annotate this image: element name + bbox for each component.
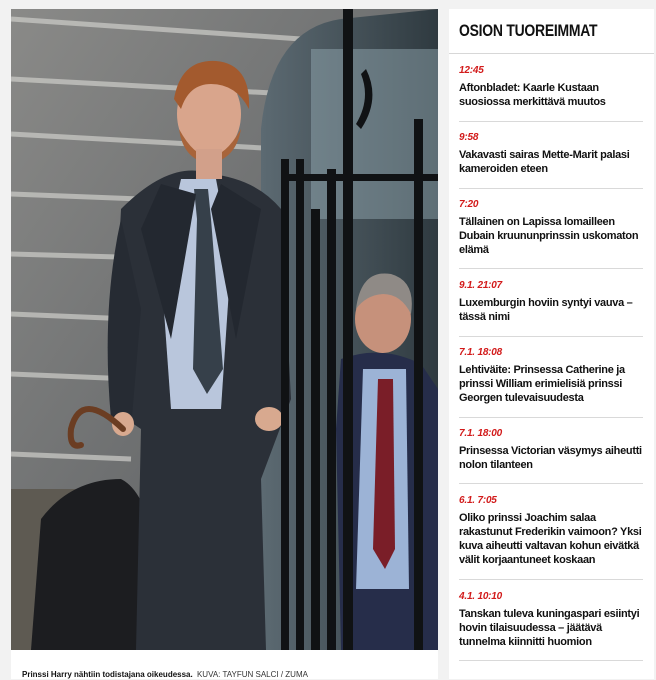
news-divider xyxy=(459,268,643,269)
news-timestamp: 12:45 xyxy=(459,65,484,76)
news-headline-link[interactable]: Lehtiväite: Prinsessa Catherine ja prinssi William erimielisiä prinssi Georgen tulevaisuudesta xyxy=(459,364,625,404)
news-item[interactable] xyxy=(459,495,643,567)
news-divider xyxy=(459,336,643,337)
article-photo-card xyxy=(11,9,438,679)
news-headline-link[interactable]: Tällainen on Lapissa lomailleen Dubain kruununprinssin uskomaton elämä xyxy=(459,216,639,256)
caption-credit: KUVA: TAYFUN SALCI / ZUMA xyxy=(196,670,308,679)
news-timestamp: 7.1. 18:08 xyxy=(459,347,503,358)
article-photo[interactable] xyxy=(11,9,438,650)
news-divider xyxy=(459,483,643,484)
news-timestamp: 7:20 xyxy=(459,199,479,210)
sidebar-title-divider xyxy=(449,53,654,54)
news-headline-link[interactable]: Vakavasti sairas Mette-Marit palasi kameroiden eteen xyxy=(459,149,630,175)
news-divider xyxy=(459,121,643,122)
news-item[interactable] xyxy=(459,132,643,176)
news-divider xyxy=(459,188,643,189)
news-item[interactable] xyxy=(459,428,643,472)
news-divider xyxy=(459,417,643,418)
news-item[interactable] xyxy=(459,347,643,405)
news-headline-link[interactable]: Prinsessa Victorian väsymys aiheutti nolon tilanteen xyxy=(459,445,642,471)
news-divider xyxy=(459,579,643,580)
news-headline-link[interactable]: Oliko prinssi Joachim salaa rakastunut Frederikin vaimoon? Yksi kuva aiheutti valtavan kohun eivätkä välit korjaantuneet koskaan xyxy=(459,512,642,566)
news-headline-link[interactable]: Aftonbladet: Kaarle Kustaan suosiossa merkittävä muutos xyxy=(459,82,606,108)
news-item[interactable] xyxy=(459,591,643,649)
news-headline-link[interactable]: Luxemburgin hoviin syntyi vauva – tässä nimi xyxy=(459,297,633,323)
news-item[interactable] xyxy=(459,280,643,324)
news-timestamp: 4.1. 10:10 xyxy=(459,591,503,602)
caption-text: Prinssi Harry nähtiin todistajana oikeudessa. xyxy=(22,670,193,679)
news-item[interactable] xyxy=(459,65,643,109)
news-headline-link[interactable]: Tanskan tuleva kuningaspari esiintyi hovin tilaisuudessa – jäätävä tunnelma kiinnitti huomion xyxy=(459,608,640,648)
photo-illustration xyxy=(11,9,438,650)
news-divider xyxy=(459,660,643,661)
news-timestamp: 9.1. 21:07 xyxy=(459,280,503,291)
sidebar-title: OSION TUOREIMMAT xyxy=(459,21,598,40)
latest-news-sidebar xyxy=(449,9,654,679)
news-item[interactable] xyxy=(459,199,643,257)
news-timestamp: 9:58 xyxy=(459,132,479,143)
news-timestamp: 6.1. 7:05 xyxy=(459,495,497,506)
news-timestamp: 7.1. 18:00 xyxy=(459,428,503,439)
